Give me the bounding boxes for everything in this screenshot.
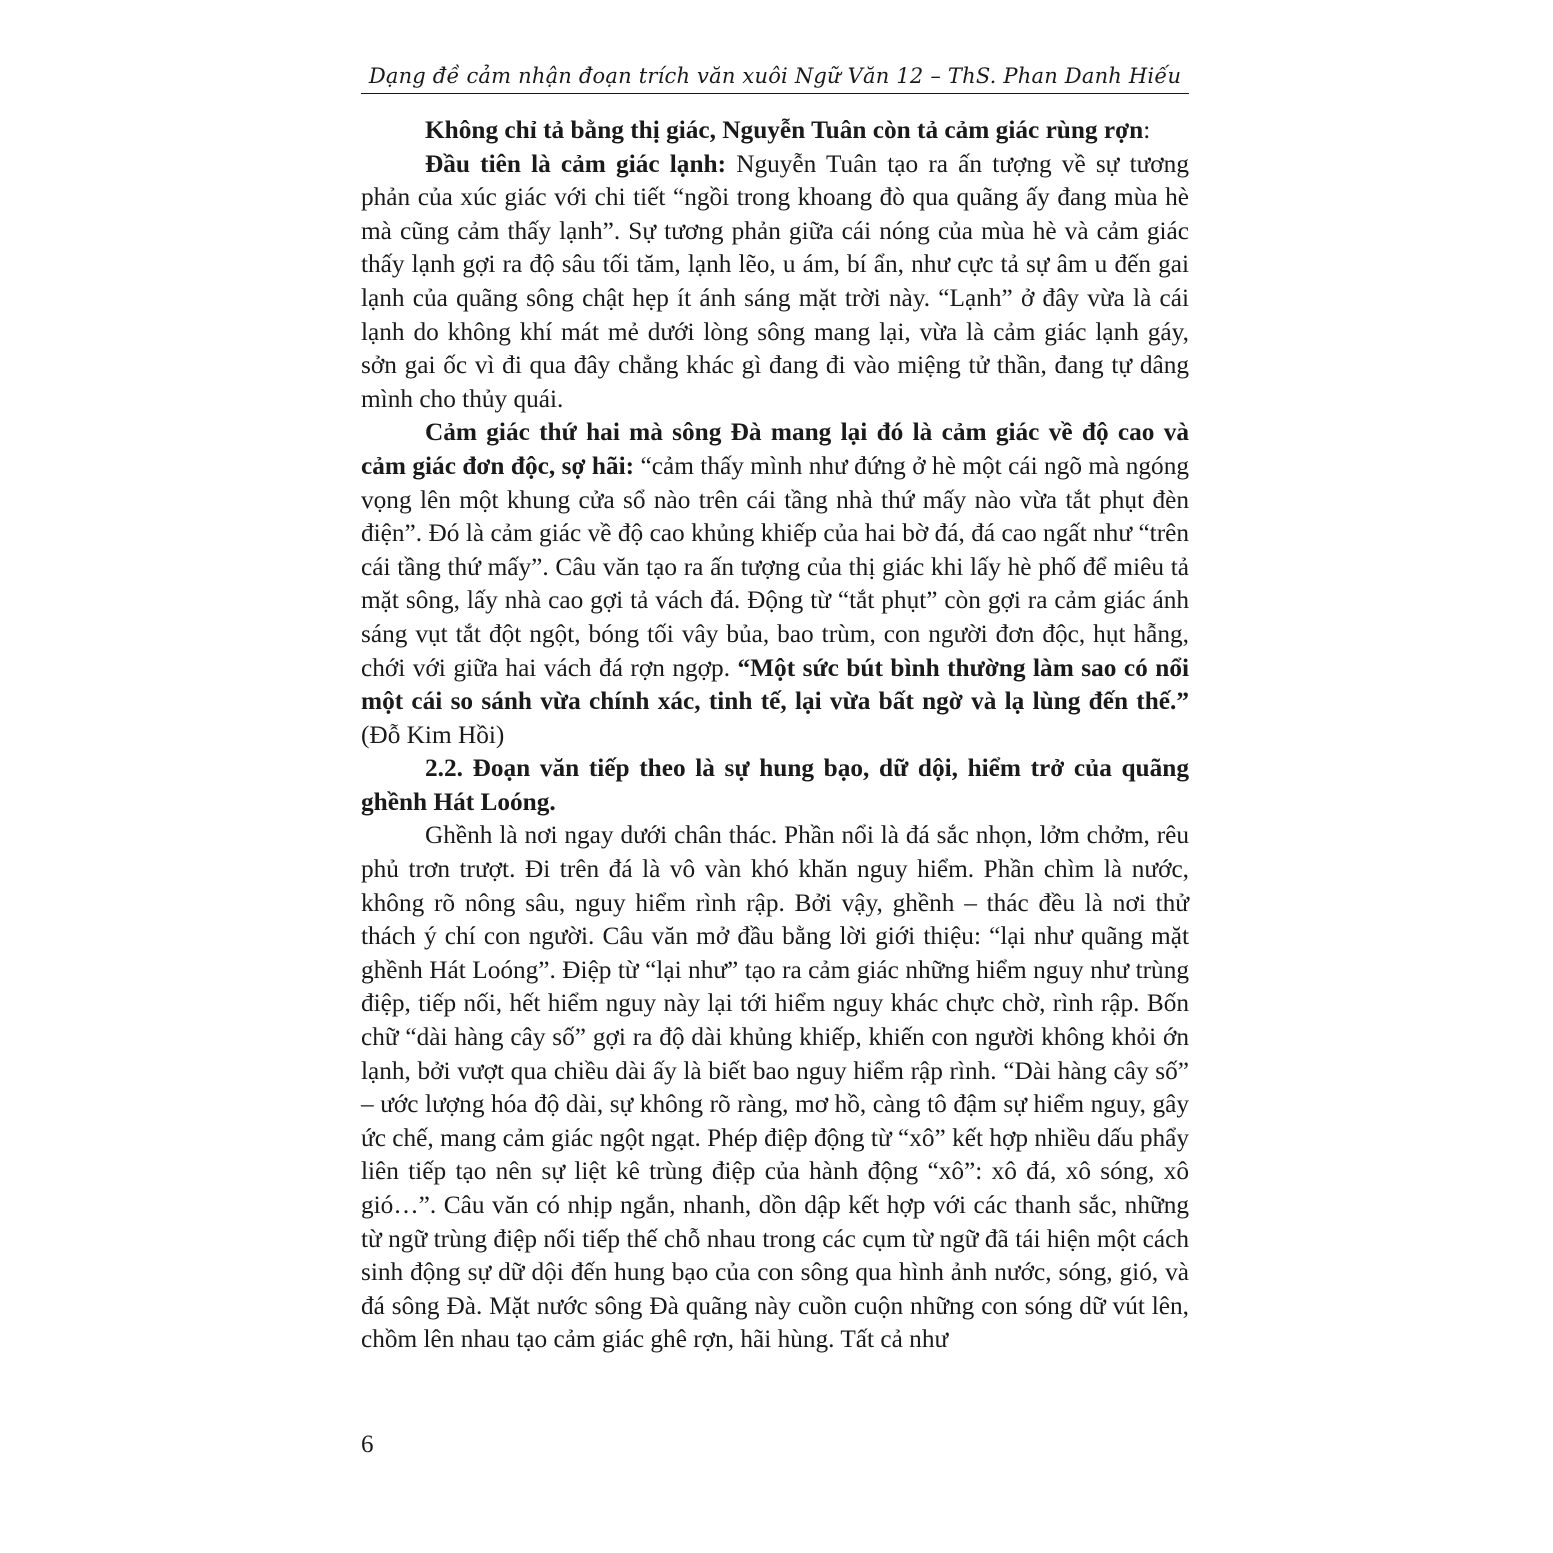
bold-quote: “Một sức bút bình thường làm sao có nổi một cái so sánh vừa chính xác, tinh tế, lại vừa bất ngờ và lạ lùng đến thế.”: [361, 653, 1189, 716]
paragraph-intro: [361, 114, 1189, 148]
bold-phrase: Đầu tiên là cảm giác lạnh:: [425, 149, 727, 178]
quote-attribution: (Đỗ Kim Hồi): [361, 720, 505, 749]
section-heading-2-2: [361, 752, 1189, 819]
paragraph-cold-sensation: [361, 148, 1189, 417]
text-run: “cảm thấy mình như đứng ở hè một cái ngõ mà ngóng vọng lên một khung cửa sổ nào trên cái tầng nhà thứ mấy nào vừa tắt phụt đèn điện”. Đó là cảm giác về độ cao khủng khiếp của hai bờ đá, đá cao ngất như “trên cái tầng thứ mấy”. Câu văn tạo ra ấn tượng của thị giác khi lấy hè phố để miêu tả mặt sông, lấy nhà cao gợi tả vách đá. Động từ “tắt phụt” còn gợi ra cảm giác ánh sáng vụt tắt đột ngột, bóng tối vây bủa, bao trùm, con người đơn độc, hụt hẫng, chới với giữa hai vách đá rợn ngợp.: [361, 451, 1190, 682]
section-heading-text: 2.2. Đoạn văn tiếp theo là sự hung bạo, dữ dội, hiểm trở của quãng ghềnh Hát Loóng.: [361, 754, 1189, 816]
bold-phrase: Cảm giác thứ hai mà sông Đà mang lại đó là cảm giác về độ cao và cảm giác đơn độc, sợ hãi:: [361, 418, 1189, 480]
bold-phrase: Không chỉ tả bằng thị giác, Nguyễn Tuân còn tả cảm giác rùng rợn: [425, 116, 1144, 144]
paragraph-hat-loong: [361, 819, 1189, 1357]
body-text: [361, 114, 1189, 1357]
text-run: :: [1143, 116, 1151, 144]
running-header: Dạng đề cảm nhận đoạn trích văn xuôi Ngữ Văn 12 – ThS. Phan Danh Hiếu: [361, 62, 1189, 94]
paragraph-height-sensation: [361, 416, 1189, 752]
text-run: Ghềnh là nơi ngay dưới chân thác. Phần nổi là đá sắc nhọn, lởm chởm, rêu phủ trơn trượt. Đi trên đá là vô vàn khó khăn nguy hiểm. Phần chìm là nước, không rõ nông sâu, nguy hiểm rình rập. Bởi vậy, ghềnh – thác đều là nơi thử thách ý chí con người. Câu văn mở đầu bằng lời giới thiệu: “lại như quãng mặt ghềnh Hát Loóng”. Điệp từ “lại như” tạo ra cảm giác những hiểm nguy như trùng điệp, tiếp nối, hết hiểm nguy này lại tới hiểm nguy khác chực chờ, rình rập. Bốn chữ “dài hàng cây số” gợi ra độ dài khủng khiếp, khiến con người không khỏi ớn lạnh, bởi vượt qua chiều dài ấy là biết bao nguy hiểm rập rình. “Dài hàng cây số” – ước lượng hóa độ dài, sự không rõ ràng, mơ hồ, càng tô đậm sự hiểm nguy, gây ức chế, mang cảm giác ngột ngạt. Phép điệp động từ “xô” kết hợp nhiều dấu phẩy liên tiếp tạo nên sự liệt kê trùng điệp của hành động “xô”: xô đá, xô sóng, xô gió…”. Câu văn có nhịp ngắn, nhanh, dồn dập kết hợp với các thanh sắc, những từ ngữ trùng điệp nối tiếp thế chỗ nhau trong các cụm từ ngữ đã tái hiện một cách sinh động sự dữ dội đến hung bạo của con sông qua hình ảnh nước, sóng, gió, và đá sông Đà. Mặt nước sông Đà quãng này cuồn cuộn những con sóng dữ vút lên, chồm lên nhau tạo cảm giác ghê rợn, hãi hùng. Tất cả như: [361, 821, 1189, 1354]
document-page: [361, 62, 1189, 1482]
page-number: 6: [361, 1431, 374, 1458]
text-run: Nguyễn Tuân tạo ra ấn tượng về sự tương phản của xúc giác với chi tiết “ngồi trong khoang đò qua quãng ấy đang mùa hè mà cũng cảm thấy lạnh”. Sự tương phản giữa cái nóng của mùa hè và cảm giác thấy lạnh gợi ra độ sâu tối tăm, lạnh lẽo, u ám, bí ẩn, như cực tả sự âm u đến gai lạnh của quãng sông chật hẹp ít ánh sáng mặt trời này. “Lạnh” ở đây vừa là cái lạnh do không khí mát mẻ dưới lòng sông mang lại, vừa là cảm giác lạnh gáy, sởn gai ốc vì đi qua đây chẳng khác gì đang đi vào miệng tử thần, đang tự dâng mình cho thủy quái.: [361, 149, 1189, 413]
